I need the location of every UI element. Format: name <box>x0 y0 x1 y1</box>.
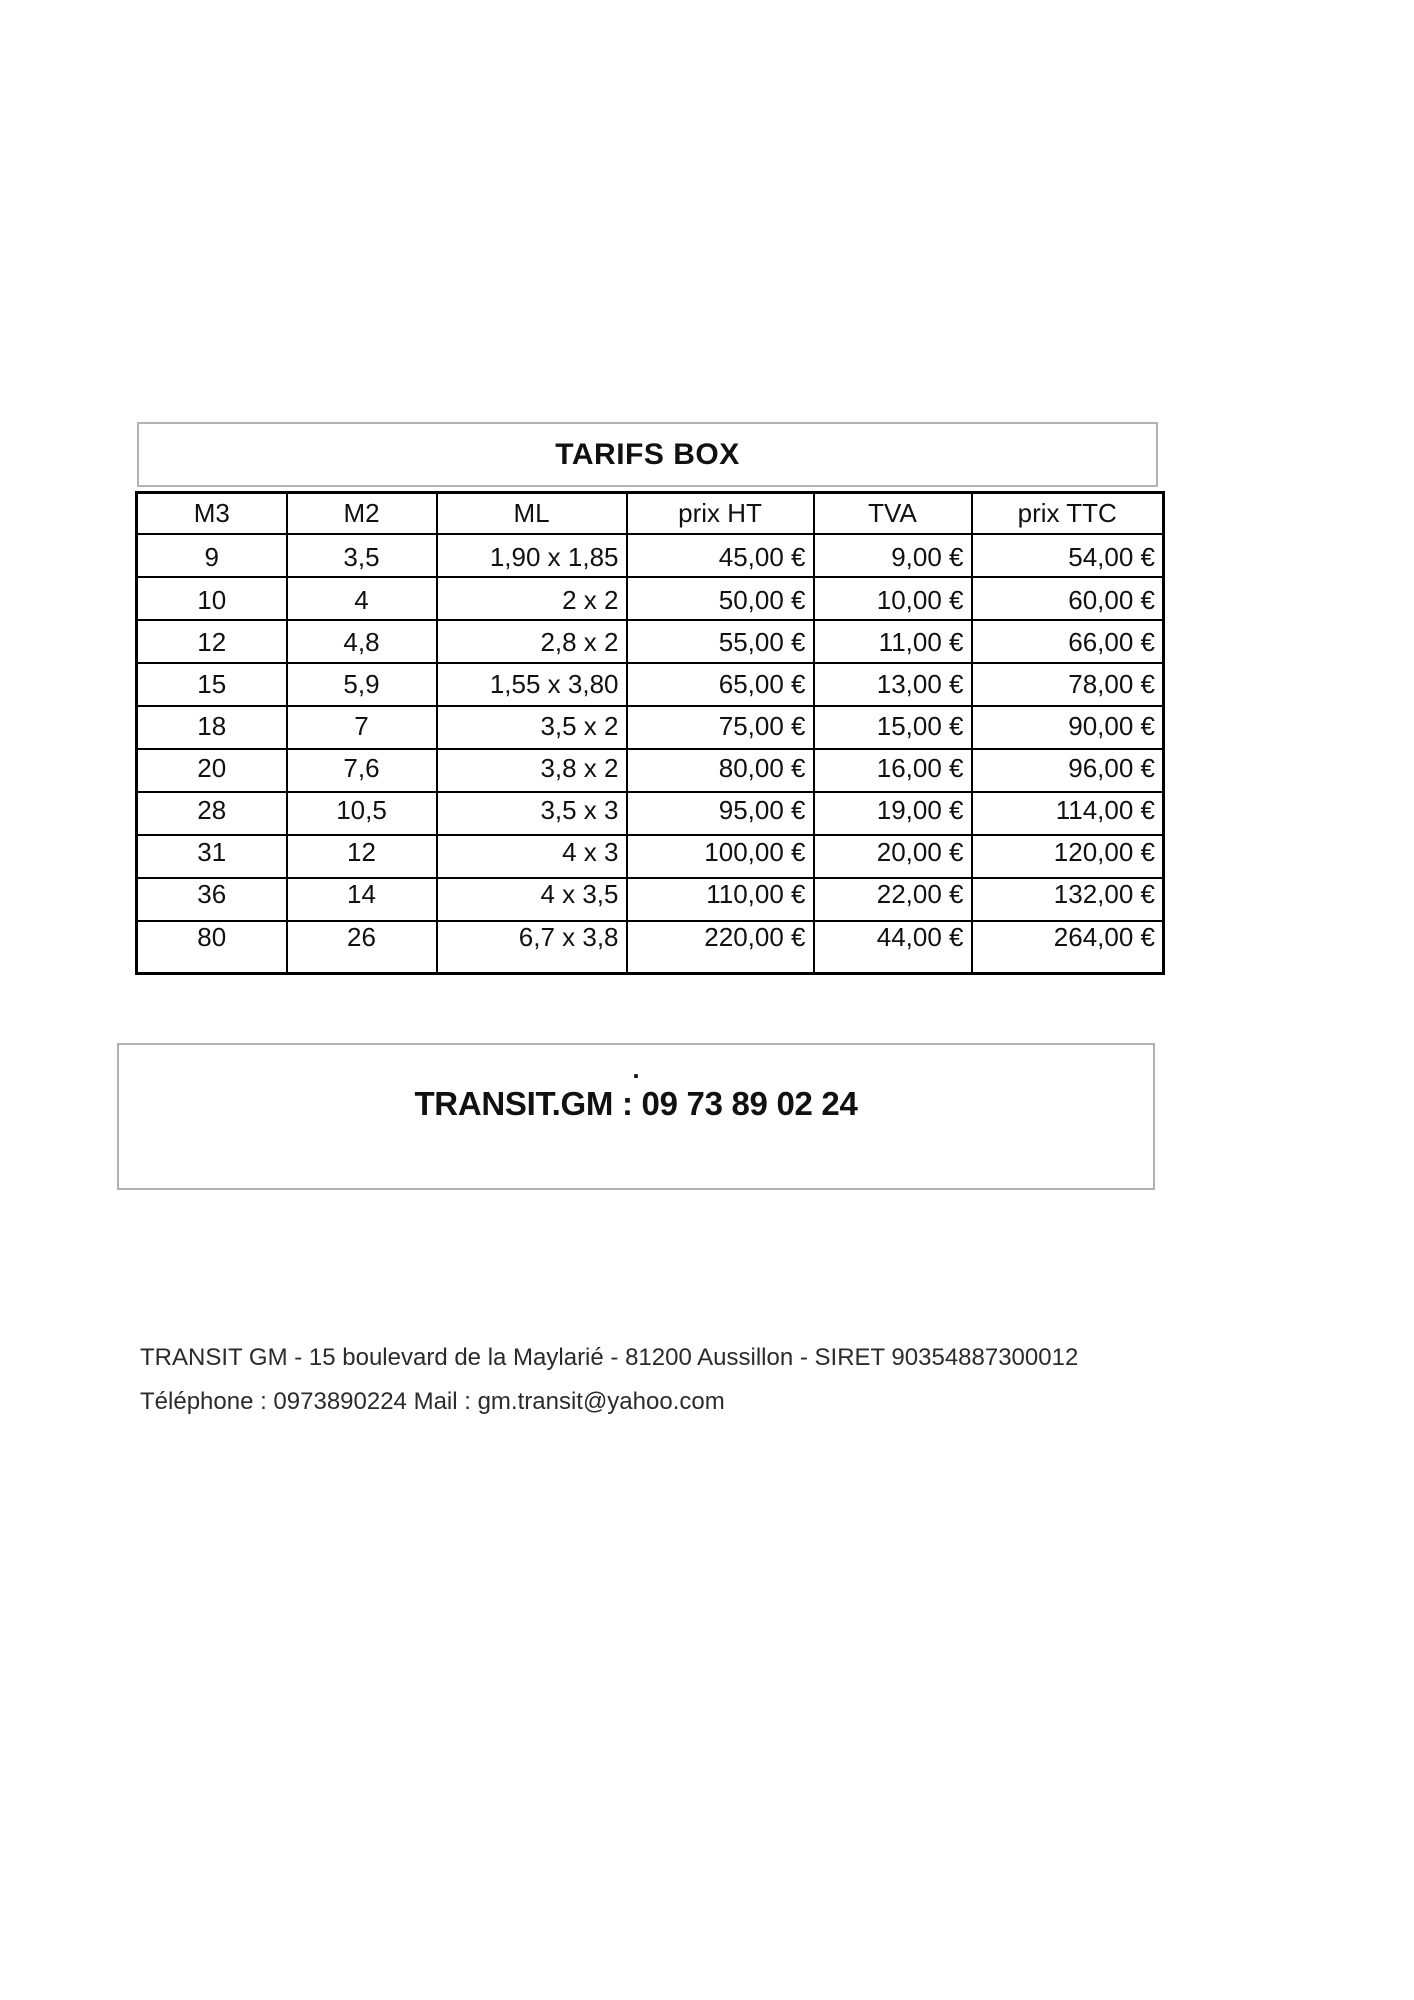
table-cell: 120,00 € <box>972 835 1164 878</box>
table-row <box>137 835 1164 878</box>
table-row <box>137 534 1164 577</box>
column-header-ml: ML <box>437 493 627 534</box>
table-cell: 55,00 € <box>627 620 814 663</box>
table-cell: 10,00 € <box>814 577 972 620</box>
table-row <box>137 577 1164 620</box>
table-cell: 54,00 € <box>972 534 1164 577</box>
table-row <box>137 878 1164 921</box>
table-cell: 11,00 € <box>814 620 972 663</box>
table-cell: 95,00 € <box>627 792 814 835</box>
table-cell: 10 <box>137 577 287 620</box>
table-cell: 31 <box>137 835 287 878</box>
table-cell: 9 <box>137 534 287 577</box>
table-cell: 4,8 <box>287 620 437 663</box>
stray-dot: . <box>632 1054 640 1084</box>
table-cell: 7,6 <box>287 749 437 792</box>
table-cell: 13,00 € <box>814 663 972 706</box>
table-cell: 110,00 € <box>627 878 814 921</box>
table-cell: 12 <box>287 835 437 878</box>
table-cell: 1,90 x 1,85 <box>437 534 627 577</box>
table-cell: 132,00 € <box>972 878 1164 921</box>
table-cell: 114,00 € <box>972 792 1164 835</box>
table-row <box>137 663 1164 706</box>
table-cell: 80,00 € <box>627 749 814 792</box>
table-cell: 44,00 € <box>814 921 972 974</box>
table-row <box>137 620 1164 663</box>
table-cell: 4 <box>287 577 437 620</box>
column-header-m3: M3 <box>137 493 287 534</box>
table-cell: 4 x 3 <box>437 835 627 878</box>
footer-contact-line: Téléphone : 0973890224 Mail : gm.transit@yahoo.com <box>140 1388 725 1415</box>
table-row <box>137 921 1164 974</box>
table-cell: 75,00 € <box>627 706 814 749</box>
table-cell: 264,00 € <box>972 921 1164 974</box>
table-row <box>137 792 1164 835</box>
footer-address-line: TRANSIT GM - 15 boulevard de la Maylarié - 81200 Aussillon - SIRET 90354887300012 <box>140 1344 1079 1371</box>
table-cell: 96,00 € <box>972 749 1164 792</box>
table-cell: 3,5 <box>287 534 437 577</box>
footer <box>140 1336 1078 1424</box>
tarifs-box-table <box>135 491 1165 975</box>
table-cell: 220,00 € <box>627 921 814 974</box>
table-cell: 36 <box>137 878 287 921</box>
table-cell: 78,00 € <box>972 663 1164 706</box>
column-header-tva: TVA <box>814 493 972 534</box>
table-cell: 90,00 € <box>972 706 1164 749</box>
table-cell: 66,00 € <box>972 620 1164 663</box>
table-cell: 45,00 € <box>627 534 814 577</box>
table-cell: 16,00 € <box>814 749 972 792</box>
table-cell: 1,55 x 3,80 <box>437 663 627 706</box>
table-cell: 6,7 x 3,8 <box>437 921 627 974</box>
table-cell: 3,8 x 2 <box>437 749 627 792</box>
contact-panel <box>117 1043 1155 1190</box>
table-cell: 20,00 € <box>814 835 972 878</box>
column-header-m2: M2 <box>287 493 437 534</box>
tarifs-box-title-panel <box>137 422 1158 487</box>
table-cell: 5,9 <box>287 663 437 706</box>
contact-phone-line: TRANSIT.GM : 09 73 89 02 24 <box>414 1085 858 1122</box>
table-cell: 7 <box>287 706 437 749</box>
table-cell: 50,00 € <box>627 577 814 620</box>
column-header-prix-ttc: prix TTC <box>972 493 1164 534</box>
table-cell: 3,5 x 2 <box>437 706 627 749</box>
table-cell: 2,8 x 2 <box>437 620 627 663</box>
table-cell: 60,00 € <box>972 577 1164 620</box>
table-cell: 20 <box>137 749 287 792</box>
column-header-prix-ht: prix HT <box>627 493 814 534</box>
table-cell: 28 <box>137 792 287 835</box>
table-cell: 9,00 € <box>814 534 972 577</box>
page-title: TARIFS BOX <box>555 437 740 471</box>
table-cell: 4 x 3,5 <box>437 878 627 921</box>
table-row <box>137 706 1164 749</box>
table-row <box>137 749 1164 792</box>
table-cell: 22,00 € <box>814 878 972 921</box>
table-cell: 19,00 € <box>814 792 972 835</box>
table-cell: 80 <box>137 921 287 974</box>
table-cell: 15,00 € <box>814 706 972 749</box>
table-cell: 10,5 <box>287 792 437 835</box>
table-cell: 14 <box>287 878 437 921</box>
table-header-row <box>137 493 1164 534</box>
table-cell: 12 <box>137 620 287 663</box>
table-cell: 100,00 € <box>627 835 814 878</box>
table-cell: 2 x 2 <box>437 577 627 620</box>
table-cell: 26 <box>287 921 437 974</box>
table-cell: 65,00 € <box>627 663 814 706</box>
table-cell: 3,5 x 3 <box>437 792 627 835</box>
table-cell: 18 <box>137 706 287 749</box>
table-cell: 15 <box>137 663 287 706</box>
